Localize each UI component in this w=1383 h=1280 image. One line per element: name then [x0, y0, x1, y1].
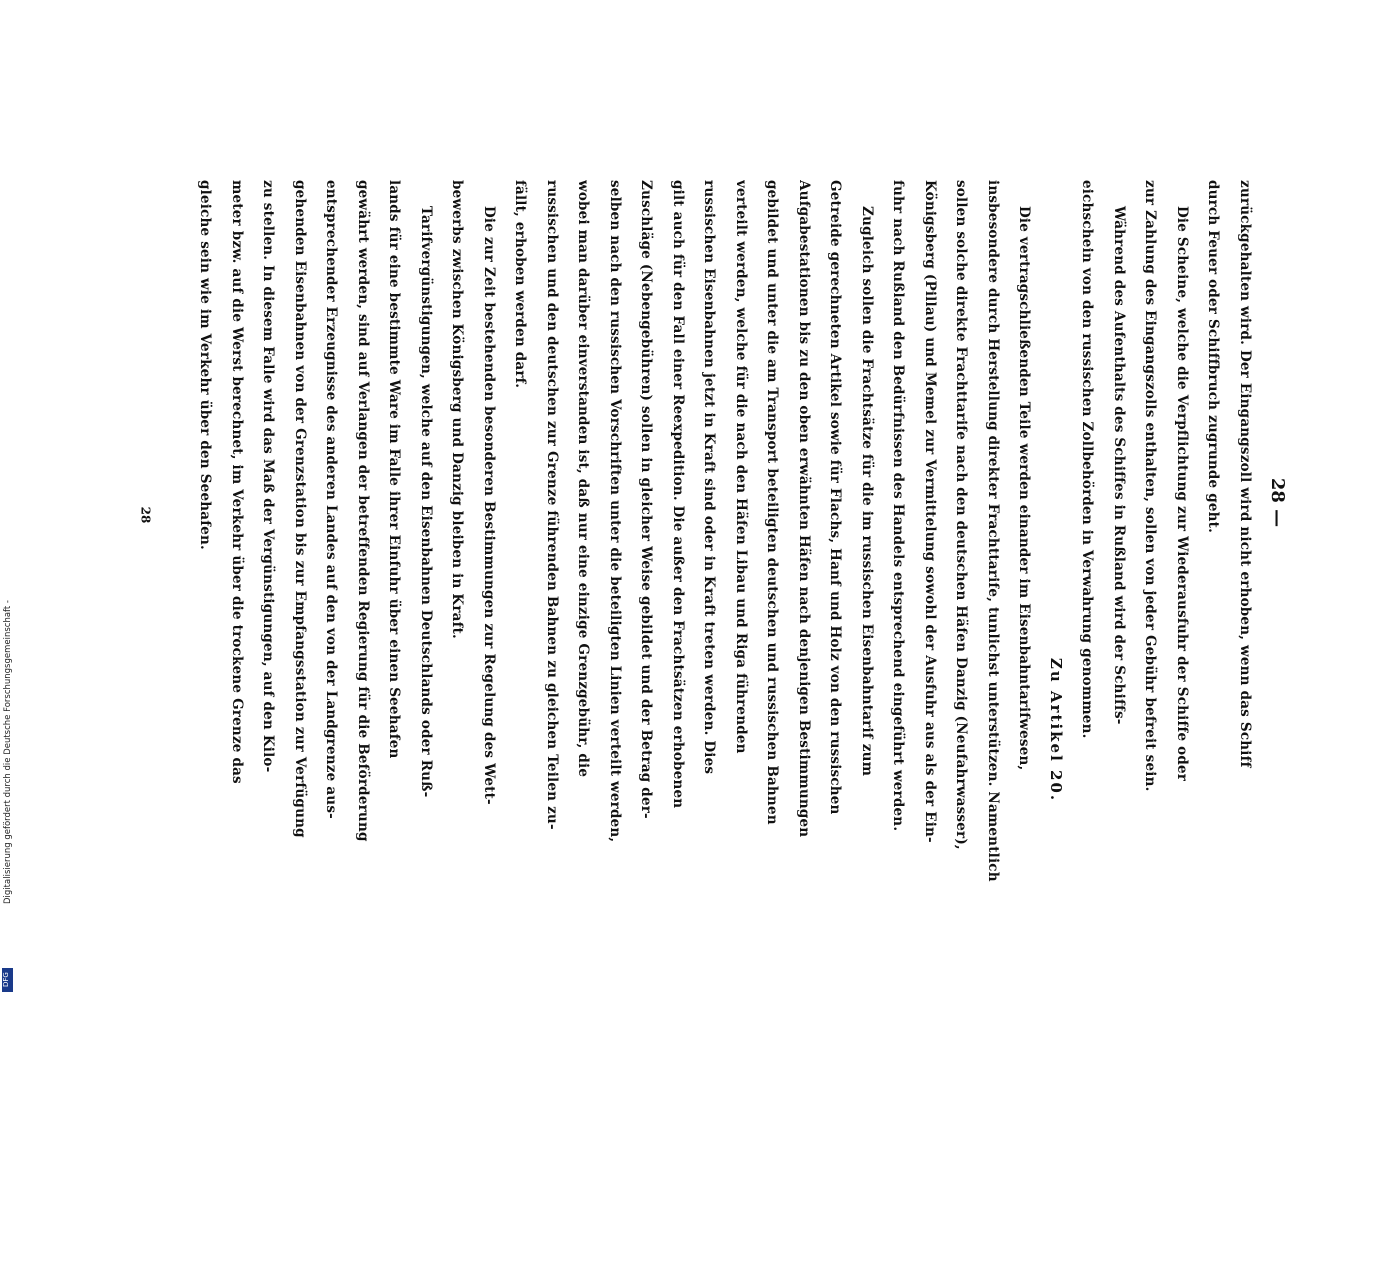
text-line: Königsberg (Pillau) und Memel zur Vermittelung sowohl der Ausfuhr aus als der Ein- [922, 180, 938, 843]
section-heading: Zu Artikel 20. [1047, 657, 1065, 803]
text-line: eichschein von den russischen Zollbehörden in Verwahrung genommen. [1079, 180, 1096, 739]
digitization-note [0, 600, 16, 995]
text-line: Die zur Zeit bestehenden besonderen Bestimmungen zur Regelung des Wett- [481, 206, 497, 805]
text-line: gebildet und unter die am Transport beteiligten deutschen und russischen Bahnen [764, 180, 781, 825]
text-line: selben nach den russischen Vorschriften unter die beteiligten Linien verteilt werden, [607, 180, 623, 843]
text-line: zurückgehalten wird. Der Eingangszoll wird nicht erhoben, wenn das Schiff [1237, 180, 1253, 768]
text-line: Zuschläge (Nebengebühren) sollen in gleicher Weise gebildet und der Betrag der- [638, 180, 655, 819]
text-line: durch Feuer oder Schiffbruch zugrunde geht. [1205, 180, 1222, 534]
text-line: russischen Eisenbahnen jetzt in Kraft sind oder in Kraft treten werden. Dies [701, 180, 718, 775]
text-line: entsprechender Erzeugnisse des anderen Landes auf den von der Landgrenze aus- [323, 180, 340, 819]
text-line: gleiche sein wie im Verkehr über den Seehafen. [197, 180, 214, 550]
text-line: Die vertragschließenden Teile werden einander im Eisenbahntarifwesen, [1016, 206, 1033, 771]
page-number-bottom: 28 [138, 506, 153, 524]
dfg-logo-icon: DFG [2, 968, 13, 992]
text-line: fuhr nach Rußland den Bedürfnissen des Handels entsprechend eingeführt werden. [890, 180, 907, 832]
text-line: gilt auch für den Fall einer Reexpedition. Die außer den Frachtsätzen erhobenen [670, 180, 686, 809]
text-line: meter bzw. auf die Werst berechnet, im Verkehr über die trockene Grenze das [229, 180, 245, 784]
text-line: Zugleich sollen die Frachtsätze für die im russischen Eisenbahntarif zum [859, 206, 875, 777]
text-line: Während des Aufenthalts des Schiffes in Rußland wird der Schiffs- [1111, 206, 1127, 725]
page-number-top: 28 — [1267, 477, 1289, 528]
text-line: fällt, erhoben werden darf. [512, 180, 529, 389]
text-line: Die Scheine, welche die Verpflichtung zur Wiederausfuhr der Schiffe oder [1174, 206, 1190, 782]
text-line: gehenden Eisenbahnen von der Grenzstation bis zur Empfangsstation zur Verfügung [292, 180, 308, 838]
text-line: gewährt werden, sind auf Verlangen der betreffenden Regierung für die Beförderung [355, 180, 371, 842]
funding-notice: Digitalisierung gefördert durch die Deutsche Forschungsgemeinschaft - [3, 600, 13, 904]
text-line: wobei man darüber einverstanden ist, daß nur eine einzige Grenzgebühr, die [575, 180, 592, 778]
text-line: zur Zahlung des Eingangszolls enthalten, sollen von jeder Gebühr befreit sein. [1142, 180, 1159, 792]
text-line: bewerbs zwischen Königsberg und Danzig bleiben in Kraft. [449, 180, 466, 639]
text-line: verteilt werden, welche für die nach den Häfen Libau und Riga führenden [733, 180, 749, 754]
text-line: insbesondere durch Herstellung direkter Frachttarife, tunlichst unterstützen. Namentlich [985, 180, 1001, 882]
text-line: Getreide gerechneten Artikel sowie für Flachs, Hanf und Holz von den russischen [827, 180, 844, 815]
text-line: Tarifvergünstigungen, welche auf den Eisenbahnen Deutschlands oder Ruß- [418, 206, 434, 798]
text-line: lands für eine bestimmte Ware im Falle ihrer Einfuhr über einen Seehafen [386, 180, 403, 759]
text-line: Aufgabestationen bis zu den oben erwähnten Häfen nach denjenigen Bestimmungen [796, 180, 812, 838]
text-line: sollen solche direkte Frachttarife nach den deutschen Häfen Danzig (Neufahrwasser), [953, 180, 970, 850]
text-line: zu stellen. In diesem Falle wird das Maß der Vergünstigungen, auf den Kilo- [260, 180, 277, 773]
text-line: russischen und den deutschen zur Grenze führenden Bahnen zu gleichen Teilen zu- [544, 180, 560, 830]
rotated-text-block [160, 180, 1260, 882]
